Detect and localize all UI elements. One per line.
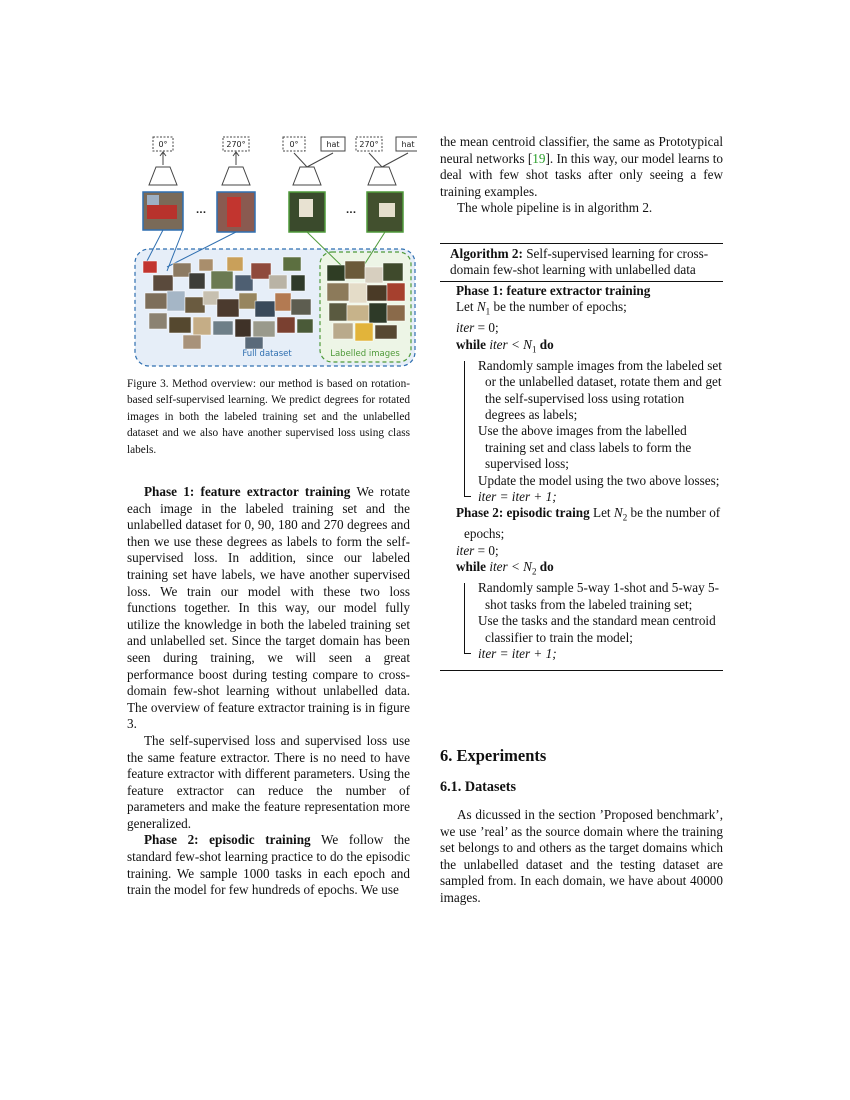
algo-incr1: iter = iter + 1; [478, 488, 557, 504]
class-label: hat [326, 140, 340, 149]
algorithm-title [440, 244, 723, 281]
labelled-images-label: Labelled images [330, 349, 400, 359]
algorithm-bottom-rule [440, 670, 723, 671]
prototypical-text: the mean centroid classifier, the same as Prototypical neural networks [ [440, 134, 723, 166]
algorithm-box [440, 243, 723, 671]
algorithm-label: Algorithm 2: [450, 246, 523, 261]
prototypical-text-end: ]. In this way, our model learns to deal with few shot tasks after only seeing a few training examples. [440, 150, 723, 199]
algo-phase1: Phase 1: feature extractor training [456, 282, 651, 298]
ellipsis: ... [195, 206, 207, 216]
phase2-text: We follow the standard few-shot learning practice to do the episodic training. We sample 1000 tasks in each epoch and train the model for few hundreds of epochs. We use [127, 832, 411, 898]
section-heading: 6. Experiments [440, 746, 547, 765]
algo-step: Update the model using the two above losses; [478, 472, 720, 488]
rot-label: 270° [226, 140, 246, 149]
method-overview-figure [127, 133, 417, 368]
algo-step: Use the above images from the labelled training set and class labels to form the supervised loss; [478, 423, 692, 472]
citation-link[interactable]: 19 [532, 150, 546, 166]
feature-extractor-head [293, 167, 321, 185]
phase2-heading: Phase 2: episodic training [144, 832, 311, 848]
pipeline-paragraph: The whole pipeline is in algorithm 2. [457, 200, 653, 216]
right-column-top [440, 134, 723, 217]
phase1-heading: Phase 1: feature extractor training [144, 484, 351, 499]
algo-loop1 [464, 358, 723, 506]
algo-step: Use the tasks and the standard mean centroid classifier to train the model; [478, 613, 716, 645]
algo-phase2: Phase 2: episodic traing Let $N_2$ be the number of epochs; [456, 505, 721, 542]
rot-label: 0° [158, 140, 168, 149]
algo-while1: while iter < $N_1$ do [456, 336, 554, 355]
loss-paragraph: The self-supervised loss and supervised loss use the same feature extractor. There is no need to have feature extractor with different parameters. Using the feature extractor can reduce the number of parameters and make the feature representation more generalized. [127, 732, 410, 831]
figure-caption: Figure 3. Method overview: our method is based on rotation-based self-supervised learning. We predict degrees for rotated images in both the labeled training set and the unlabelled dataset and we also have another supervised loss using class labels. [127, 378, 410, 456]
algorithm-title-text: Self-supervised learning for cross-domain few-shot learning with unlabelled data [450, 246, 709, 278]
algo-while2: while iter < $N_2$ do [456, 559, 554, 577]
algo-loop2 [464, 580, 723, 662]
prototypical-paragraph [440, 134, 723, 200]
class-label: hat [401, 140, 415, 149]
algo-let-n1: Let $N_1$ be the number of epochs; [456, 299, 627, 317]
algo-incr2: iter = iter + 1; [478, 645, 557, 661]
phase1-paragraph [127, 484, 410, 733]
rot-label: 0° [289, 140, 299, 149]
feature-extractor-head [222, 167, 250, 185]
feature-extractor-head [149, 167, 177, 185]
algo-iter-init1: iter = 0; [456, 320, 499, 336]
ellipsis: ... [345, 206, 357, 216]
phase1-text: We rotate each image in the labeled training set and the unlabelled dataset for 0, 90, 180 and 270 degrees and then we use these degrees as labels to form the self-supervised loss. In addition, since our labeled training set have labels, we have another supervised loss. We train our model with these two loss functions together. In this way, our model fully utilize the knowledge in both the labeled training set and unlabelled set. Since the target domain has been seen during training, we will seen a great performance boost during testing compare to cross-domain few-shot learning without unlabelled data. The overview of feature extractor training is in figure 3. [127, 484, 411, 732]
rot-label: 270° [359, 140, 379, 149]
figure-svg [127, 133, 417, 368]
algo-iter-init2: iter = 0; [456, 542, 499, 558]
subsection-heading: 6.1. Datasets [440, 779, 517, 795]
left-column [127, 484, 410, 899]
algo-step: Randomly sample 5-way 1-shot and 5-way 5-shot tasks from the labeled training set; [478, 580, 719, 612]
datasets-paragraph: As dicussed in the section ’Proposed benchmark’, we use ’real’ as the source domain where the training set belongs to and others as the target domains which the unlabelled dataset and the testing dataset are sampled from. In each domain, we have about 40000 images. [440, 807, 723, 905]
algo-step: Randomly sample images from the labeled set or the unlabelled dataset, rotate them and get the self-supervised loss using rotation degrees as labels; [478, 357, 722, 422]
full-dataset-label: Full dataset [242, 349, 292, 359]
phase2-paragraph [127, 832, 410, 898]
algorithm-body [440, 282, 723, 671]
datasets-column [440, 807, 723, 907]
feature-extractor-head [368, 167, 396, 185]
